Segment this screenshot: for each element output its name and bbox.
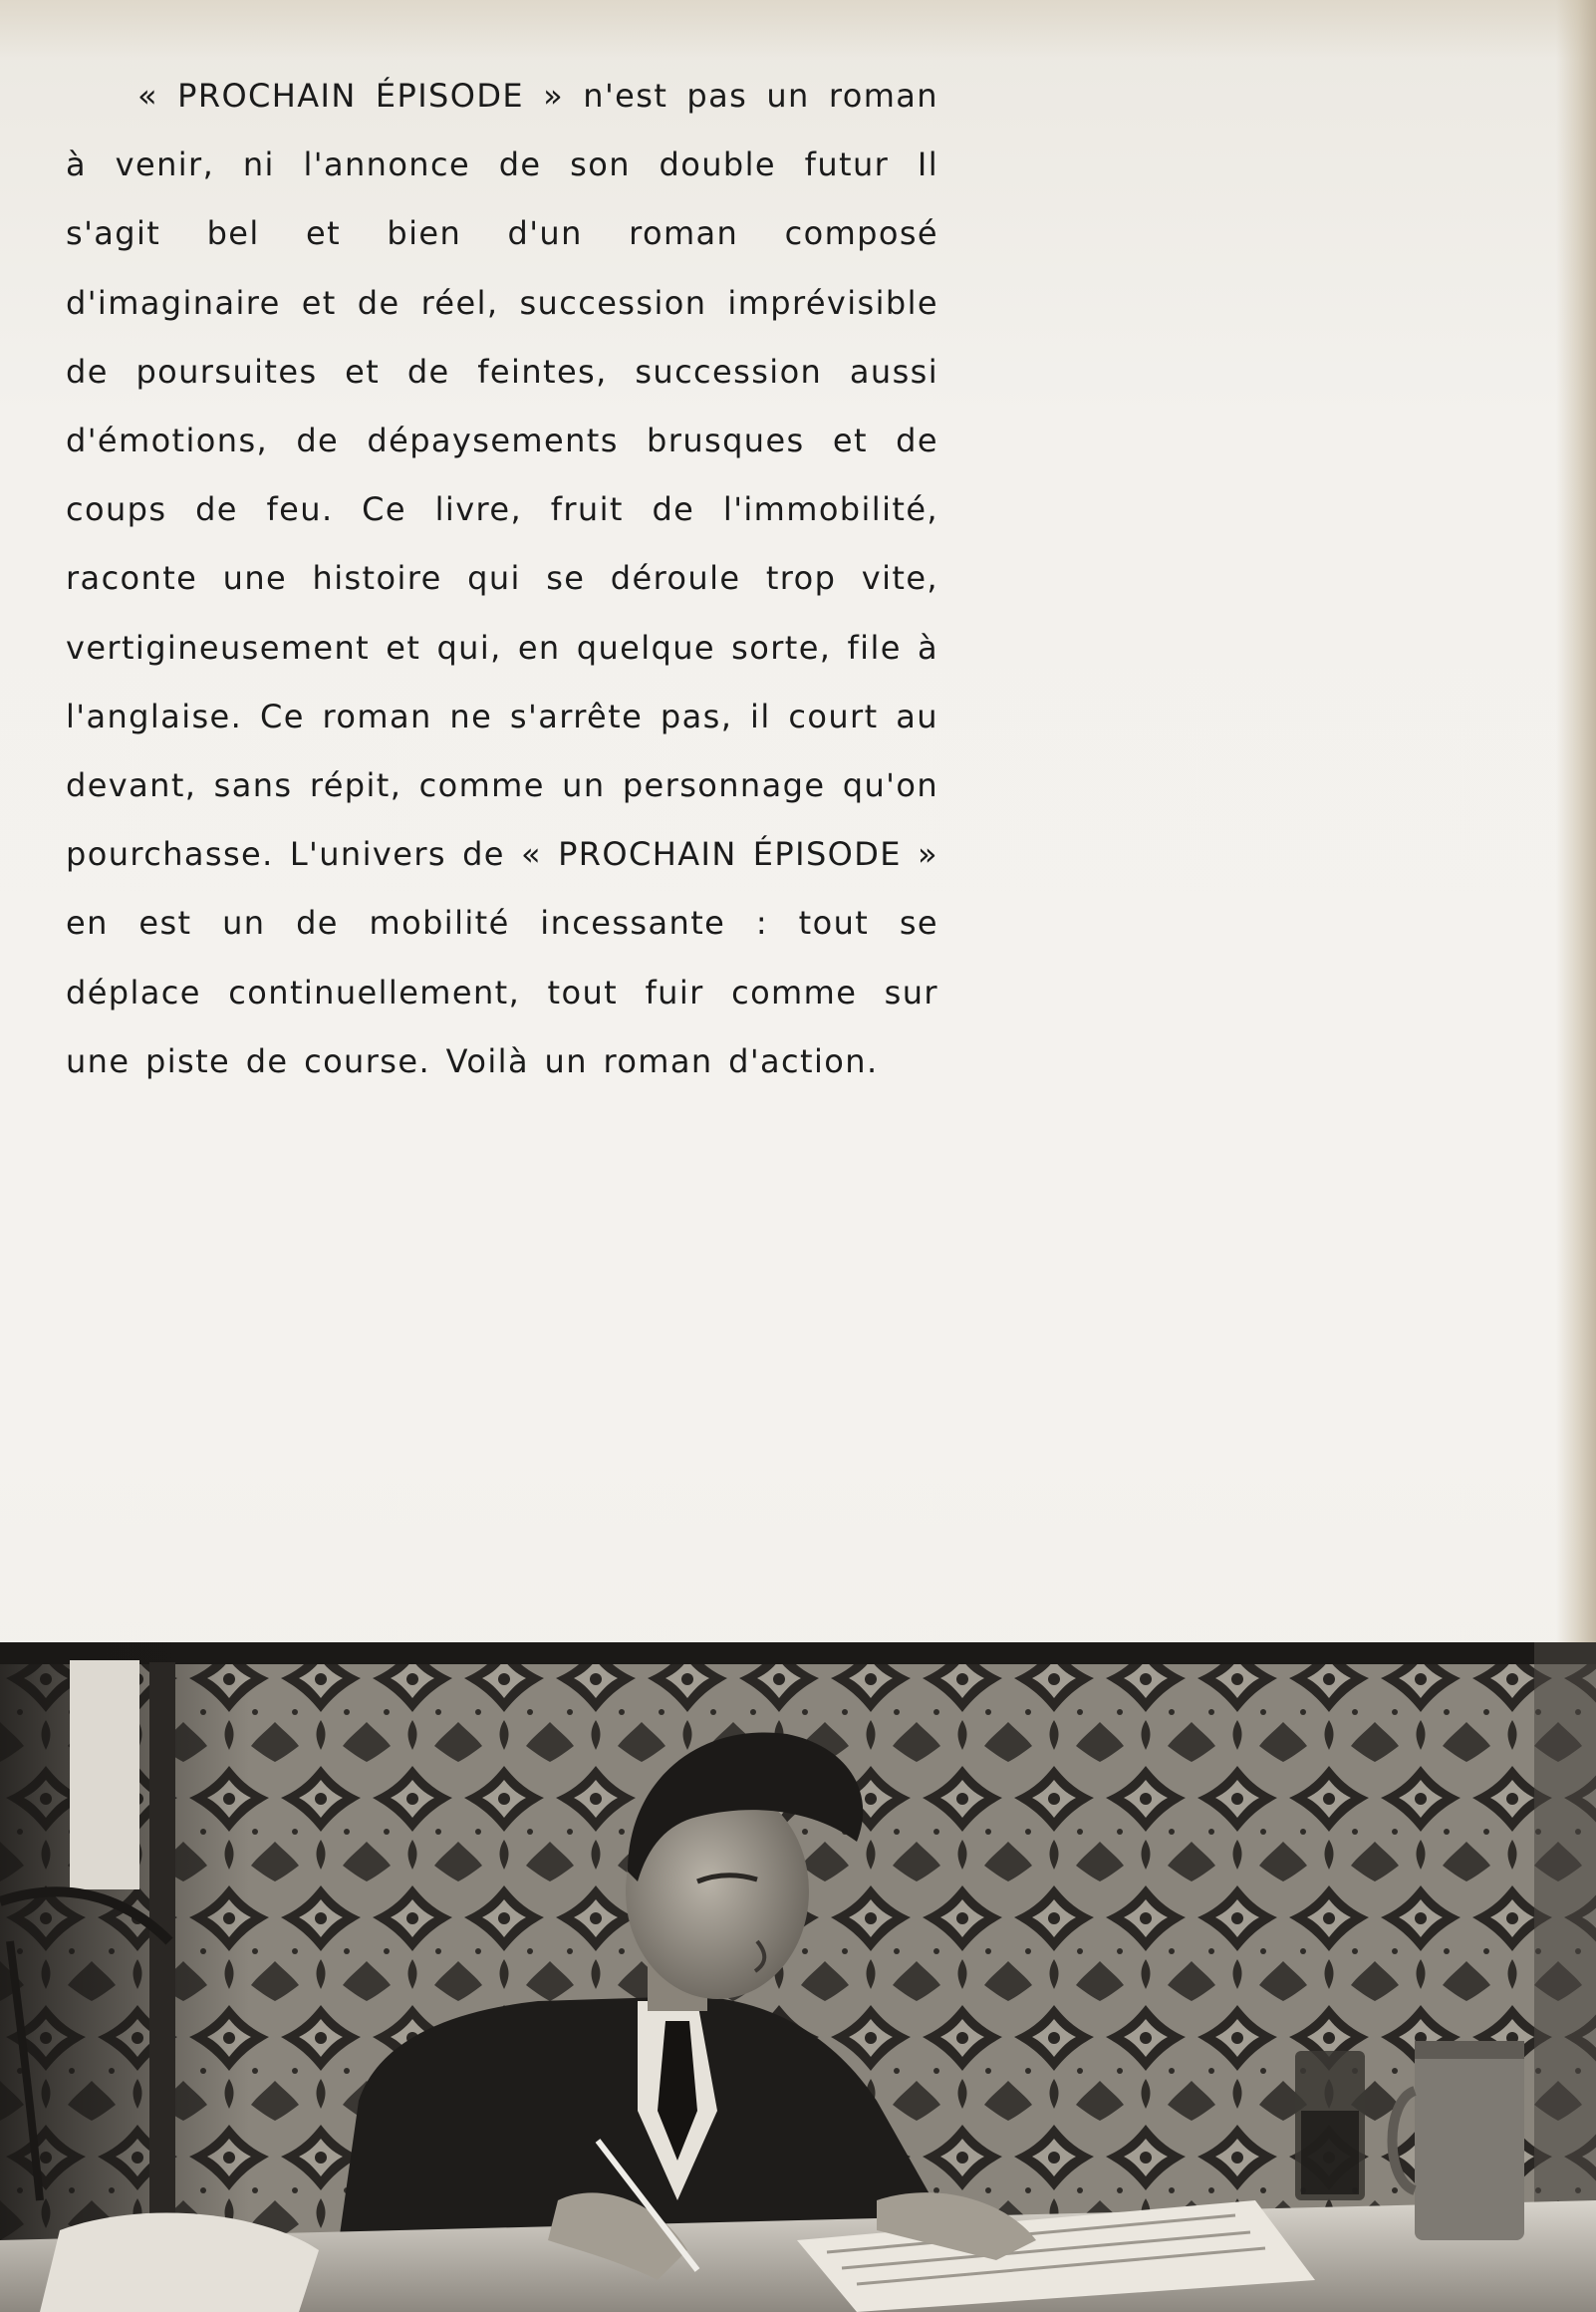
wall-lamp-shade (70, 1660, 139, 1889)
blurb-text: « PROCHAIN ÉPISODE » n'est pas un roman à venir, ni l'annonce de son double futur Il s'agit bel et bien d'un roman composé d'imaginaire et de réel, succession imprévisible de poursuites et de feintes, succession aussi d'émotions, de dépaysements brusques et de coups de feu. Ce livre, fruit de l'immobilité, raconte une histoire qui se déroule trop vite, vertigineusement et qui, en quelque sorte, file à l'anglaise. Ce roman ne s'arrête pas, il court au devant, sans répit, comme un personnage qu'on pourchasse. L'univers de « PROCHAIN ÉPISODE » en est un de mobilité incessante : tout se déplace continuellement, tout fuir comme sur une piste de course. Voilà un roman d'action. (66, 77, 938, 1080)
pewter-tankard (1415, 2041, 1524, 2240)
author-photo (0, 1642, 1596, 2312)
paper-top-shading (0, 0, 1596, 60)
paper-edge (1556, 0, 1596, 1644)
